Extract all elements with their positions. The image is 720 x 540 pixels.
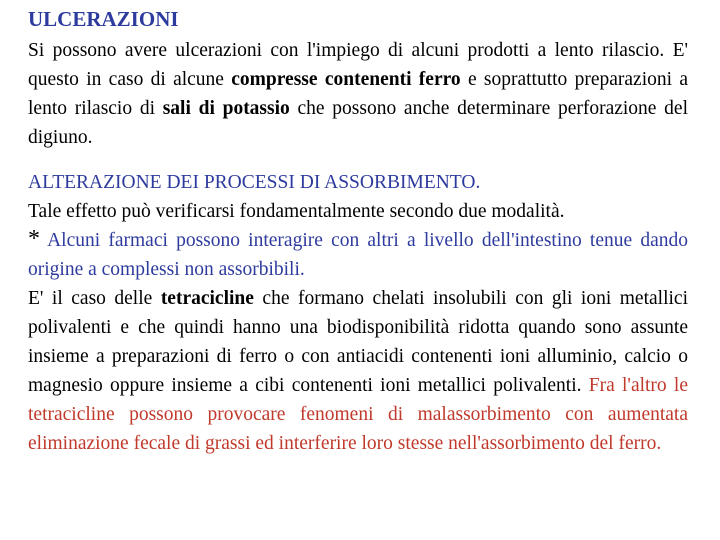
- assorbimento-intro: Tale effetto può verificarsi fondamentalmente secondo due modalità.: [28, 201, 565, 222]
- paragraph-text: e soprattutto preparazioni a lento rilascio di: [28, 69, 688, 119]
- section-title-assorbimento: ALTERAZIONE DEI PROCESSI DI ASSORBIMENTO.: [28, 172, 481, 193]
- bullet-item: [28, 226, 688, 284]
- paragraph-text: che possono anche determinare perforazione del digiuno.: [28, 98, 688, 148]
- bold-term-tetracicline: tetracicline: [160, 288, 254, 309]
- tetracicline-paragraph: [28, 284, 688, 458]
- section-gap: [28, 152, 688, 168]
- asterisk-bullet-icon: *: [28, 226, 40, 252]
- bullet-text: Alcuni farmaci possono interagire con altri a livello dell'intestino tenue dando origine a complessi non assorbibili.: [28, 230, 688, 280]
- paragraph-text: E' il caso delle: [28, 288, 161, 309]
- ulcerazioni-paragraph: [28, 36, 688, 152]
- bold-term-ferro: compresse contenenti ferro: [231, 69, 461, 90]
- section-title-ulcerazioni: ULCERAZIONI: [28, 7, 179, 31]
- bold-term-potassio: sali di potassio: [162, 98, 290, 119]
- slide-content: [28, 4, 688, 458]
- paragraph-text: che formano chelati insolubili con gli ioni metallici polivalenti e che quindi hanno una biodisponibilità ridotta quando sono assunte insieme a preparazioni di ferro o con antiacidi contenenti ioni alluminio, calcio o magnesio oppure insieme a cibi contenenti ioni metallici polivalenti.: [28, 288, 688, 396]
- paragraph-text: Si possono avere ulcerazioni con l'impiego di alcuni prodotti a lento rilascio. E' questo in caso di alcune: [28, 40, 688, 90]
- highlight-text-red: Fra l'altro le tetracicline possono provocare fenomeni di malassorbimento con aumentata eliminazione fecale di grassi ed interferire loro stesse nell'assorbimento del ferro.: [28, 375, 689, 454]
